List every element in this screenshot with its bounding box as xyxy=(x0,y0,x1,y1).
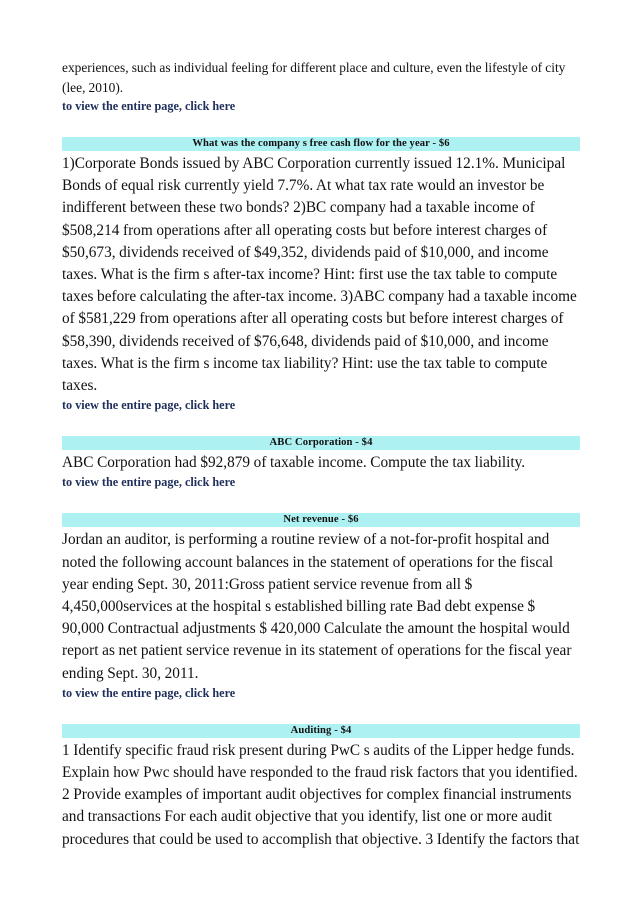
view-page-link[interactable]: to view the entire page, click here xyxy=(62,398,236,413)
view-page-link[interactable]: to view the entire page, click here xyxy=(62,99,236,113)
view-page-link[interactable]: to view the entire page, click here xyxy=(62,685,236,700)
section-body-auditing: 1 Identify specific fraud risk present during PwC s audits of the Lipper hedge funds. Explain how Pwc should have responded to the fraud risk factors that you identified. 2 Provide examples of important audit objectives for complex financial instruments and transactions For each audit objective that you identify, list one or more audit procedures that could be used to accomplish that objective. 3 Identify the factors that xyxy=(62,741,580,848)
view-page-link[interactable]: to view the entire page, click here xyxy=(62,475,236,490)
section-header-net-revenue: Net revenue - $6 xyxy=(62,513,580,527)
section-header-free-cash-flow: What was the company s free cash flow for the year - $6 xyxy=(62,137,580,151)
section-body-free-cash-flow: 1)Corporate Bonds issued by ABC Corporation currently issued 12.1%. Municipal Bonds of equal risk currently yield 7.7%. At what tax rate would an investor be indifferent between these two bonds? 2)BC company had a taxable income of $508,214 from operations after all operating costs but before interest charges of $50,673, dividends received of $49,352, dividends paid of $10,000, and income taxes. What is the firm s after-tax income? Hint: first use the tax table to compute taxes before calculating the after-tax income. 3)ABC company had a taxable income of $581,229 from operations after all operating costs but before interest charges of $58,390, dividends received of $76,648, dividends paid of $10,000, and income taxes. What is the firm s income tax liability? Hint: use the tax table to compute taxes. xyxy=(62,155,577,395)
section-body-net-revenue: Jordan an auditor, is performing a routine review of a not-for-profit hospital and noted the following account balances in the statement of operations for the fiscal year ending Sept. 30, 2011:Gross patient service revenue from all $ 4,450,000services at the hospital s established billing rate Bad debt expense $ 90,000 Contractual adjustments $ 420,000 Calculate the amount the hospital would report as net patient service revenue in its statement of operations for the fiscal year ending Sept. 30, 2011. xyxy=(62,531,572,682)
content-column xyxy=(62,58,580,851)
section-header-abc-corporation: ABC Corporation - $4 xyxy=(62,436,580,450)
section-header-auditing: Auditing - $4 xyxy=(62,724,580,738)
intro-paragraph: experiences, such as individual feeling for different place and culture, even the lifestyle of city (lee, 2010). xyxy=(62,60,566,95)
section-body-abc-corporation: ABC Corporation had $92,879 of taxable income. Compute the tax liability. xyxy=(62,454,526,472)
